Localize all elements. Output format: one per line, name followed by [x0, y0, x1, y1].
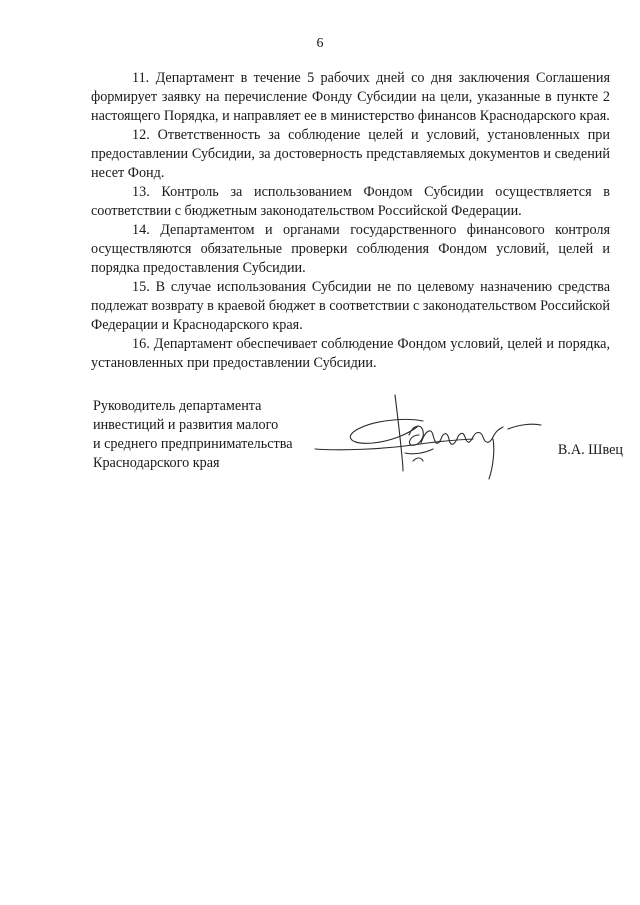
- signer-position-line: и среднего предпринимательства: [93, 436, 293, 452]
- document-body: [91, 69, 610, 373]
- signer-position-line: инвестиций и развития малого: [93, 417, 279, 433]
- signer-position-line: Руководитель департамента: [93, 398, 262, 414]
- page-number: 6: [316, 36, 324, 51]
- signer-position: [93, 397, 293, 473]
- paragraph-11: 11. Департамент в течение 5 рабочих дней со дня заключения Соглашения формирует заявку на перечисление Фонду Субсидии на цели, указанные в пункте 2 настоящего Порядка, и направляет ее в министерство финансов Краснодарского края.: [91, 70, 610, 124]
- paragraph-14: 14. Департаментом и органами государственного финансового контроля осуществляются обязательные проверки соблюдения Фондом условий, целей и порядка предоставления Субсидии.: [91, 222, 610, 276]
- paragraph-13: 13. Контроль за использованием Фондом Субсидии осуществляется в соответствии с бюджетным законодательством Российской Федерации.: [91, 184, 610, 219]
- paragraph-15: 15. В случае использования Субсидии не по целевому назначению средства подлежат возврату в краевой бюджет в соответствии с законодательством Российской Федерации и Краснодарского края.: [91, 279, 610, 333]
- handwritten-signature: [313, 391, 553, 487]
- signature-block: [93, 397, 633, 487]
- signer-name: В.А. Швец: [557, 442, 623, 458]
- paragraph-16: 16. Департамент обеспечивает соблюдение Фондом условий, целей и порядка, установленных при предоставлении Субсидии.: [91, 336, 610, 371]
- signer-position-line: Краснодарского края: [93, 455, 220, 471]
- paragraph-12: 12. Ответственность за соблюдение целей и условий, установленных при предоставлении Субсидии, за достоверность представляемых документов и сведений несет Фонд.: [91, 127, 610, 181]
